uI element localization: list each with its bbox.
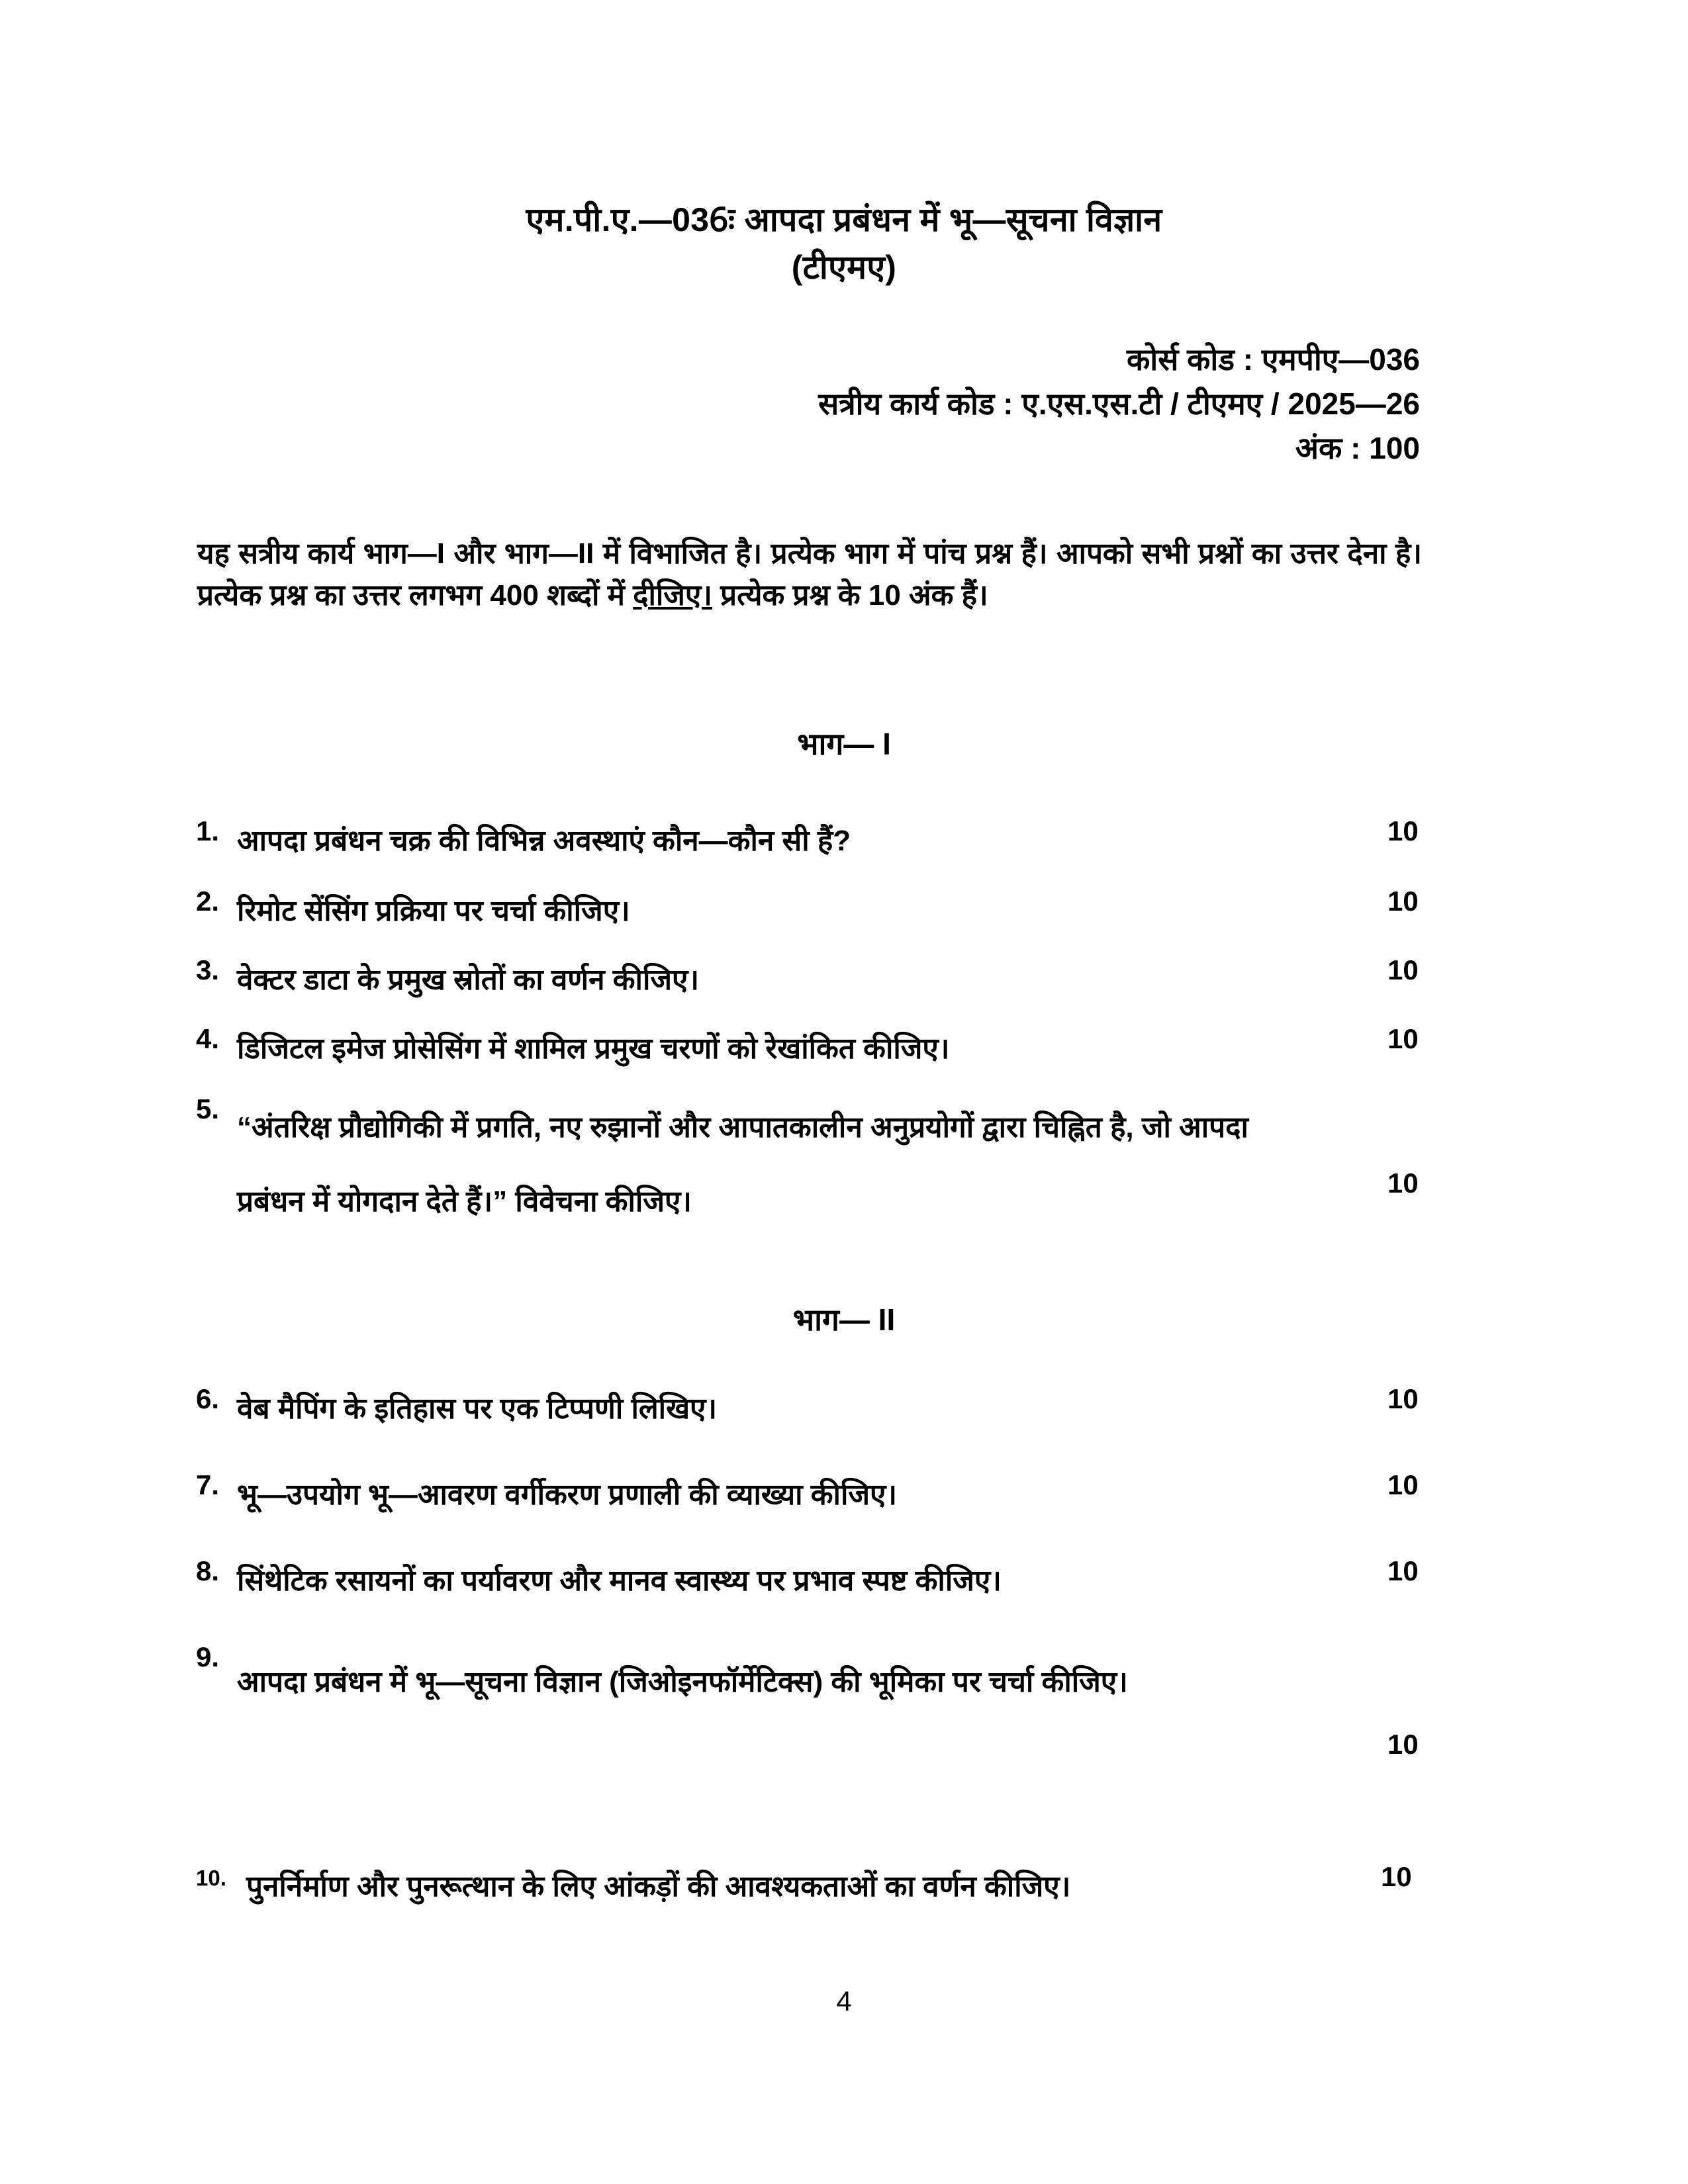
question-marks-2: 10 [1387, 886, 1419, 917]
course-code-block [818, 338, 1420, 471]
question-number-8: 8. [196, 1555, 220, 1586]
question-text-10: पुनर्निर्माण और पुनरूत्थान के लिए आंकड़ों की आवश्यकताओं का वर्णन कीजिए। [246, 1870, 1071, 1903]
footer-page-number: 4 [836, 1985, 852, 2017]
question-number-10: 10. [196, 1866, 226, 1890]
question-text-6: वेब मैपिंग के इतिहास पर एक टिप्पणी लिखिए। [237, 1392, 718, 1425]
total-marks: अंक : 100 [1295, 431, 1420, 465]
question-marks-5: 10 [1387, 1167, 1419, 1199]
question-text-9: आपदा प्रबंधन में भू—सूचना विज्ञान (जिओइनफॉर्मेटिक्स) की भूमिका पर चर्चा कीजिए। [237, 1666, 1128, 1698]
question-marks-6: 10 [1387, 1383, 1419, 1414]
question-text-1: आपदा प्रबंधन चक्र की विभिन्न अवस्थाएं कौन—कौन सी हैं? [237, 825, 851, 857]
question-number-3: 3. [196, 954, 220, 985]
question-text-5: “अंतरिक्ष प्रौद्योगिकी में प्रगति, नए रुझानों और आपातकालीन अनुप्रयोगों द्वारा चिह्नित है, जो आपदा प्रबंधन में योगदान देते हैं।” विवेचना कीजिए। [237, 1111, 1248, 1218]
question-marks-9: 10 [1387, 1729, 1419, 1760]
question-text-8: सिंथेटिक रसायनों का पर्यावरण और मानव स्वास्थ्य पर प्रभाव स्पष्ट कीजिए। [237, 1565, 1002, 1597]
question-marks-3: 10 [1387, 954, 1419, 985]
question-number-4: 4. [196, 1023, 220, 1054]
instructions-text-part-a: यह सत्रीय कार्य भाग—I और भाग—II में विभाजित है। प्रत्येक भाग में पांच प्रश्न हैं। आपको सभी प्रश्नों का उत्तर देना है। प्रत्येक प्रश्न का उत्तर लगभग 400 शब्दों में [197, 537, 1422, 612]
question-number-9: 9. [196, 1641, 220, 1672]
question-number-6: 6. [196, 1383, 220, 1414]
question-marks-4: 10 [1387, 1023, 1419, 1054]
instructions-underlined-text: दीजिए। [633, 579, 712, 612]
instructions-paragraph [197, 533, 1422, 616]
question-number-5: 5. [196, 1093, 220, 1124]
question-text-7: भू—उपयोग भू—आवरण वर्गीकरण प्रणाली की व्याख्या कीजिए। [237, 1479, 897, 1511]
question-text-3: वेक्टर डाटा के प्रमुख स्रोतों का वर्णन कीजिए। [237, 964, 700, 996]
question-text-2: रिमोट सेंसिंग प्रक्रिया पर चर्चा कीजिए। [237, 895, 630, 927]
question-number-2: 2. [196, 886, 220, 917]
question-number-7: 7. [196, 1469, 220, 1500]
question-marks-8: 10 [1387, 1555, 1419, 1586]
section-heading-part-2: भाग— II [792, 1302, 896, 1337]
question-marks-7: 10 [1387, 1469, 1419, 1500]
question-marks-10: 10 [1381, 1861, 1412, 1892]
question-marks-1: 10 [1387, 815, 1419, 846]
title-line-1: एम.पी.ए.—036ः आपदा प्रबंधन में भू—सूचना विज्ञान [526, 201, 1162, 238]
section-heading-part-1: भाग— I [797, 727, 891, 761]
question-text-4: डिजिटल इमेज प्रोसेसिंग में शामिल प्रमुख चरणों को रेखांकित कीजिए। [237, 1032, 950, 1065]
instructions-text-part-b: प्रत्येक प्रश्न के 10 अंक हैं। [712, 579, 988, 612]
course-code: कोर्स कोड : एमपीए—036 [1126, 342, 1420, 377]
title-line-2: (टीएमए) [791, 249, 897, 286]
page-title [199, 196, 1489, 291]
question-number-1: 1. [196, 815, 220, 846]
assignment-code: सत्रीय कार्य कोड : ए.एस.एस.टी / टीएमए / 2025—26 [818, 387, 1420, 421]
